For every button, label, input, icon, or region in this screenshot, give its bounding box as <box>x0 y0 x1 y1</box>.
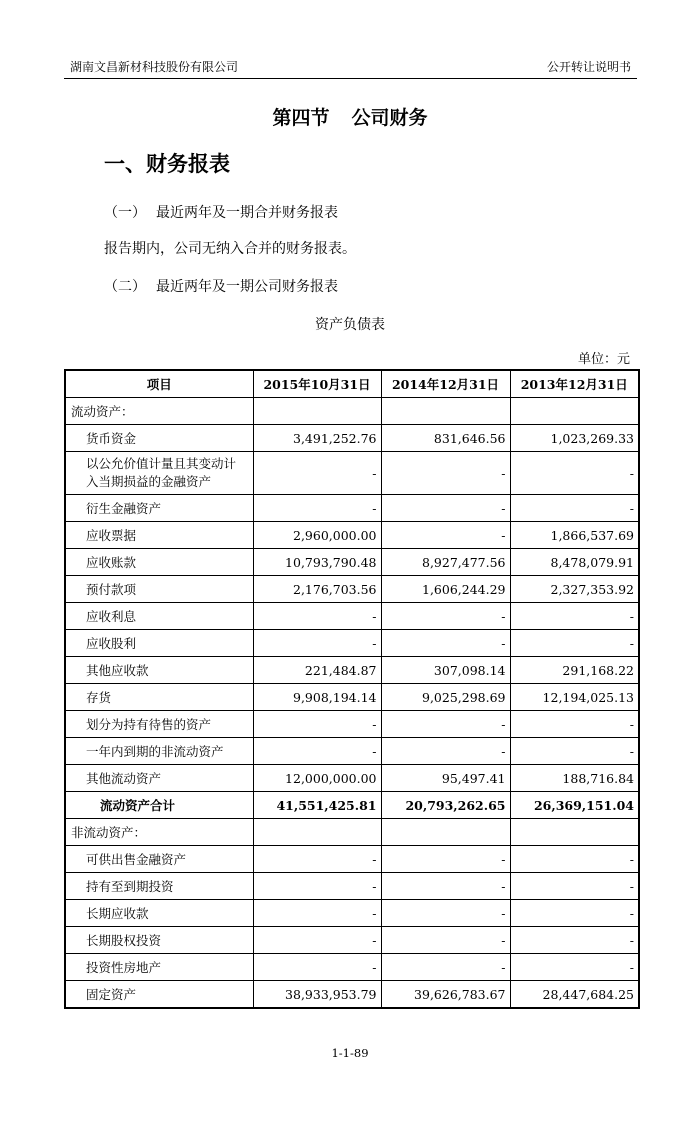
table-row <box>65 738 639 765</box>
cell-value-2015: 38,933,953.79 <box>253 981 381 1009</box>
heading-financial-statements: 一、财务报表 <box>104 152 230 176</box>
table-row <box>65 576 639 603</box>
cell-value-2014: 9,025,298.69 <box>381 684 510 711</box>
cell-value-2014: - <box>381 846 510 873</box>
table-row <box>65 981 639 1009</box>
cell-value-2014 <box>381 819 510 846</box>
row-label: 以公允价值计量且其变动计入当期损益的金融资产 <box>65 452 253 495</box>
cell-value-2014: - <box>381 738 510 765</box>
cell-value-2014: - <box>381 873 510 900</box>
page-number: 1-1-89 <box>331 1046 369 1060</box>
cell-value-2014: - <box>381 452 510 495</box>
unit-label: 单位：元 <box>577 352 630 367</box>
paragraph-no-consolidation: 报告期内，公司无纳入合并的财务报表。 <box>104 241 356 257</box>
subheading-text: 最近两年及一期公司财务报表 <box>156 279 338 295</box>
cell-value-2014: 831,646.56 <box>381 425 510 452</box>
table-row <box>65 927 639 954</box>
cell-value-2013: - <box>510 711 639 738</box>
subheading-number: （二） <box>104 279 146 295</box>
table-title: 资产负债表 <box>315 317 385 333</box>
table-row <box>65 954 639 981</box>
table-row <box>65 522 639 549</box>
cell-value-2015: 9,908,194.14 <box>253 684 381 711</box>
table-row <box>65 819 639 846</box>
row-label: 预付款项 <box>65 576 253 603</box>
col-header-2015: 2015年10月31日 <box>253 370 381 398</box>
row-label: 存货 <box>65 684 253 711</box>
cell-value-2015: 221,484.87 <box>253 657 381 684</box>
cell-value-2013: - <box>510 846 639 873</box>
section-title <box>0 103 700 130</box>
cell-value-2013: 12,194,025.13 <box>510 684 639 711</box>
balance-sheet-table <box>64 369 640 1009</box>
cell-value-2014: - <box>381 522 510 549</box>
row-label: 长期股权投资 <box>65 927 253 954</box>
cell-value-2013 <box>510 819 639 846</box>
row-label: 持有至到期投资 <box>65 873 253 900</box>
row-label: 应收股利 <box>65 630 253 657</box>
cell-value-2013: - <box>510 603 639 630</box>
cell-value-2013: 188,716.84 <box>510 765 639 792</box>
document-type: 公开转让说明书 <box>546 60 631 74</box>
row-label: 货币资金 <box>65 425 253 452</box>
cell-value-2015: 2,176,703.56 <box>253 576 381 603</box>
cell-value-2015: - <box>253 630 381 657</box>
table-row <box>65 684 639 711</box>
cell-value-2014: 95,497.41 <box>381 765 510 792</box>
cell-value-2014: 39,626,783.67 <box>381 981 510 1009</box>
cell-value-2015: - <box>253 603 381 630</box>
cell-value-2014: 1,606,244.29 <box>381 576 510 603</box>
cell-value-2013: - <box>510 738 639 765</box>
section-name: 公司财务 <box>351 107 428 129</box>
cell-value-2015: - <box>253 846 381 873</box>
cell-value-2013: - <box>510 873 639 900</box>
subheading-company <box>104 276 338 296</box>
cell-value-2013: - <box>510 452 639 495</box>
table-header-row <box>65 370 639 398</box>
col-header-2013: 2013年12月31日 <box>510 370 639 398</box>
row-label: 固定资产 <box>65 981 253 1009</box>
subheading-text: 最近两年及一期合并财务报表 <box>156 205 338 221</box>
cell-value-2013: 291,168.22 <box>510 657 639 684</box>
cell-value-2014: - <box>381 954 510 981</box>
cell-value-2014: 20,793,262.65 <box>381 792 510 819</box>
cell-value-2014 <box>381 398 510 425</box>
cell-value-2015: 3,491,252.76 <box>253 425 381 452</box>
col-header-item: 项目 <box>65 370 253 398</box>
cell-value-2015: - <box>253 738 381 765</box>
cell-value-2013: - <box>510 954 639 981</box>
row-label: 应收票据 <box>65 522 253 549</box>
table-row <box>65 792 639 819</box>
table-row <box>65 603 639 630</box>
cell-value-2013: 2,327,353.92 <box>510 576 639 603</box>
cell-value-2013: 26,369,151.04 <box>510 792 639 819</box>
cell-value-2013: 1,023,269.33 <box>510 425 639 452</box>
subheading-number: （一） <box>104 205 146 221</box>
cell-value-2014: - <box>381 603 510 630</box>
table-row <box>65 873 639 900</box>
row-label: 应收账款 <box>65 549 253 576</box>
cell-value-2015: - <box>253 711 381 738</box>
table-row <box>65 452 639 495</box>
row-label: 其他流动资产 <box>65 765 253 792</box>
table-row <box>65 630 639 657</box>
table-row <box>65 657 639 684</box>
row-label: 其他应收款 <box>65 657 253 684</box>
cell-value-2015: - <box>253 900 381 927</box>
cell-value-2015 <box>253 819 381 846</box>
row-label: 应收利息 <box>65 603 253 630</box>
cell-value-2014: - <box>381 495 510 522</box>
cell-value-2014: - <box>381 927 510 954</box>
row-label: 非流动资产： <box>65 819 253 846</box>
cell-value-2013: 1,866,537.69 <box>510 522 639 549</box>
cell-value-2014: 8,927,477.56 <box>381 549 510 576</box>
table-row <box>65 425 639 452</box>
cell-value-2013 <box>510 398 639 425</box>
cell-value-2014: - <box>381 630 510 657</box>
cell-value-2013: - <box>510 927 639 954</box>
cell-value-2015: 41,551,425.81 <box>253 792 381 819</box>
cell-value-2013: 28,447,684.25 <box>510 981 639 1009</box>
page-header <box>64 52 637 79</box>
table-row <box>65 765 639 792</box>
cell-value-2015: 12,000,000.00 <box>253 765 381 792</box>
col-header-2014: 2014年12月31日 <box>381 370 510 398</box>
cell-value-2013: - <box>510 900 639 927</box>
row-label: 投资性房地产 <box>65 954 253 981</box>
section-number: 第四节 <box>272 107 330 129</box>
cell-value-2015: 10,793,790.48 <box>253 549 381 576</box>
cell-value-2015: 2,960,000.00 <box>253 522 381 549</box>
cell-value-2013: 8,478,079.91 <box>510 549 639 576</box>
row-label: 流动资产： <box>65 398 253 425</box>
row-label: 长期应收款 <box>65 900 253 927</box>
subheading-consolidated <box>104 202 338 222</box>
company-name: 湖南文昌新材科技股份有限公司 <box>70 60 239 74</box>
row-label: 可供出售金融资产 <box>65 846 253 873</box>
cell-value-2015: - <box>253 927 381 954</box>
cell-value-2015: - <box>253 495 381 522</box>
table-row <box>65 495 639 522</box>
cell-value-2013: - <box>510 630 639 657</box>
cell-value-2015: - <box>253 452 381 495</box>
cell-value-2014: - <box>381 711 510 738</box>
table-row <box>65 549 639 576</box>
cell-value-2014: - <box>381 900 510 927</box>
table-row <box>65 846 639 873</box>
table-row <box>65 711 639 738</box>
table-row <box>65 900 639 927</box>
row-label: 流动资产合计 <box>65 792 253 819</box>
row-label: 一年内到期的非流动资产 <box>65 738 253 765</box>
row-label: 划分为持有待售的资产 <box>65 711 253 738</box>
cell-value-2015: - <box>253 954 381 981</box>
table-row <box>65 398 639 425</box>
cell-value-2014: 307,098.14 <box>381 657 510 684</box>
cell-value-2015: - <box>253 873 381 900</box>
cell-value-2013: - <box>510 495 639 522</box>
row-label: 衍生金融资产 <box>65 495 253 522</box>
cell-value-2015 <box>253 398 381 425</box>
